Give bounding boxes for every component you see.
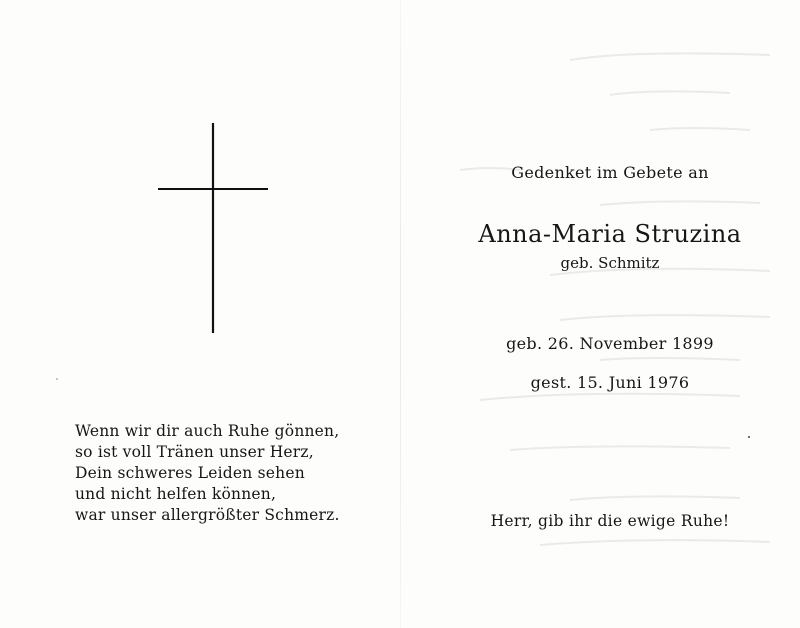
cross-icon [158,123,268,333]
deceased-name: Anna-Maria Struzina [478,220,742,248]
poem-line: und nicht helfen können, [75,485,277,503]
poem-line: war unser allergrößter Schmerz. [75,506,340,524]
bleed-through-texture [450,30,790,590]
fold-line [400,0,401,628]
intro-text: Gedenket im Gebete an [511,163,709,182]
poem-line: Dein schweres Leiden sehen [75,464,305,482]
death-date: gest. 15. Juni 1976 [530,373,690,392]
memorial-poem [75,421,385,526]
prayer-text: Herr, gib ihr die ewige Ruhe! [490,512,730,530]
maiden-name: geb. Schmitz [560,254,660,272]
paper-speck [56,378,58,380]
poem-line: so ist voll Tränen unser Herz, [75,443,314,461]
birth-date: geb. 26. November 1899 [506,334,714,353]
poem-line: Wenn wir dir auch Ruhe gönnen, [75,422,340,440]
paper-speck [748,436,750,438]
